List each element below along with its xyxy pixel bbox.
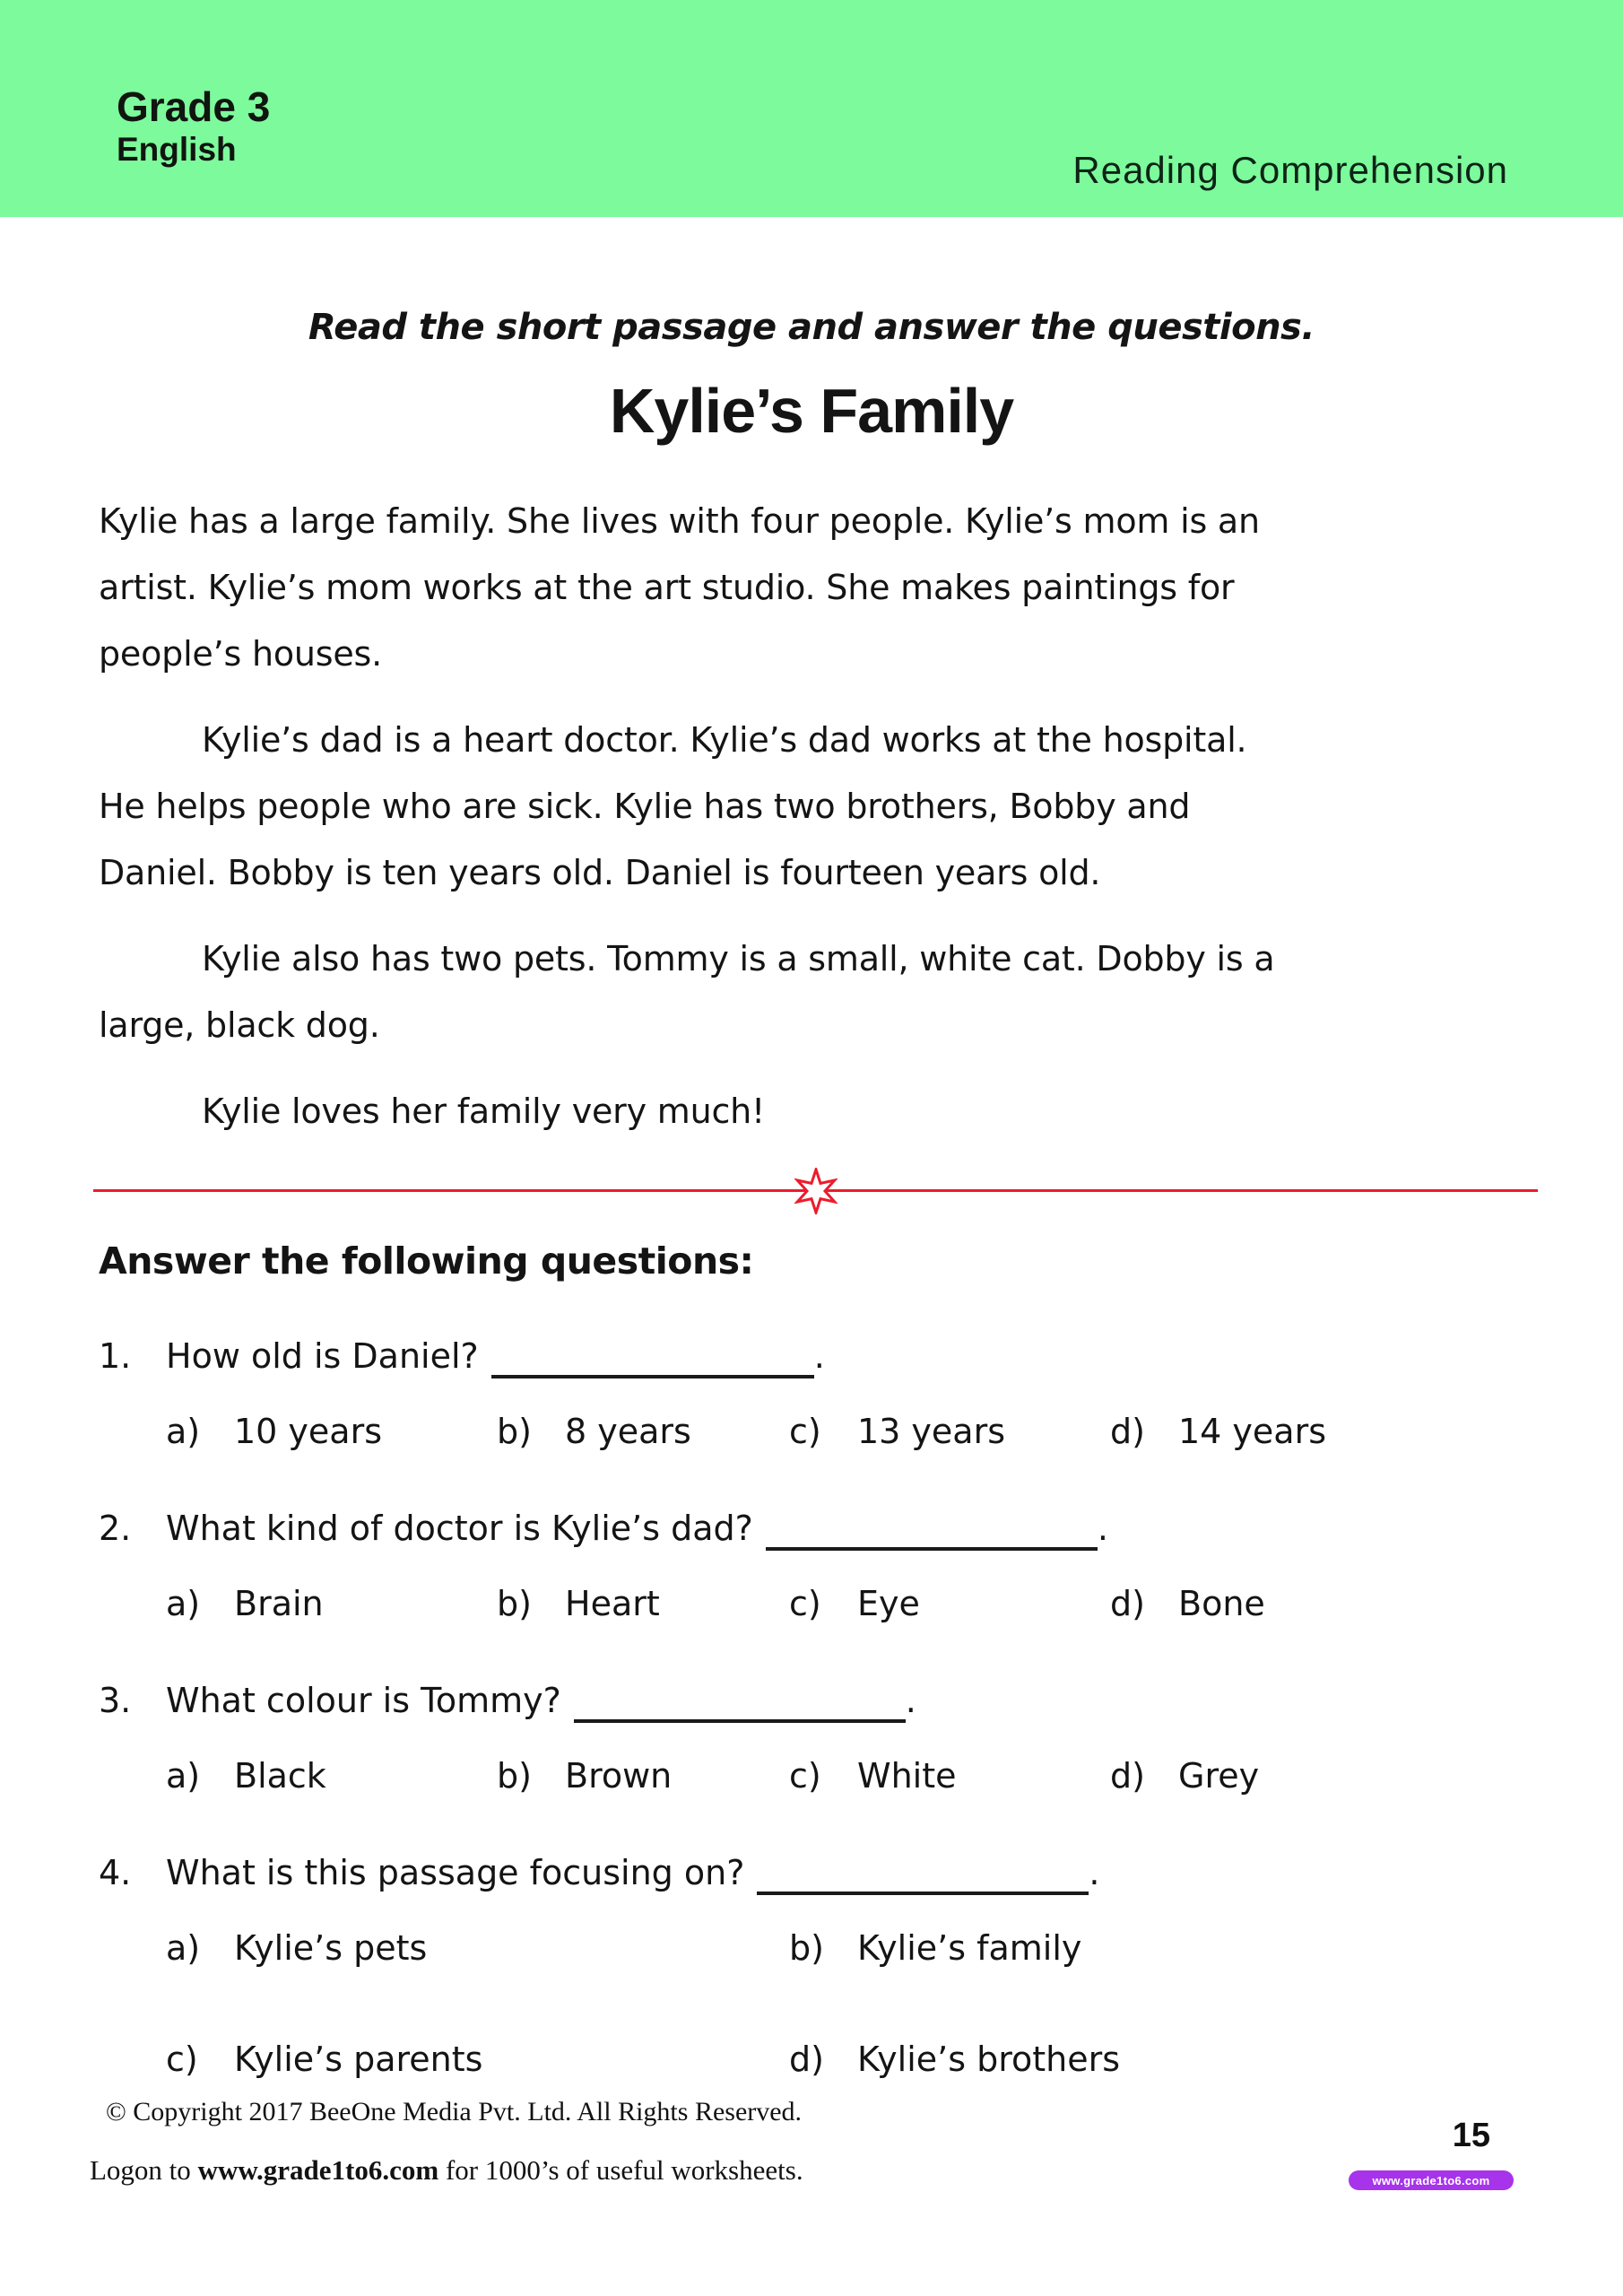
logon-site-link: www.grade1to6.com [197, 2154, 439, 2186]
options-row [99, 1408, 1524, 1455]
option-label: c) [166, 2039, 198, 2079]
option-text: 10 years [234, 1412, 383, 1451]
question-block-3 [99, 1675, 1524, 1799]
option-item [166, 1752, 497, 1799]
option-item [1110, 1752, 1524, 1799]
question-line [99, 1503, 1524, 1553]
option-label: d) [1110, 1756, 1145, 1796]
site-badge: www.grade1to6.com [1349, 2170, 1514, 2190]
option-label: a) [166, 1928, 201, 1968]
answer-blank[interactable] [574, 1716, 906, 1723]
option-text: Heart [565, 1584, 660, 1623]
question-text: What colour is Tommy? [166, 1681, 561, 1720]
option-label: d) [1110, 1584, 1145, 1623]
option-text: Kylie’s parents [234, 2039, 483, 2079]
option-label: b) [497, 1412, 532, 1451]
option-item [1110, 1408, 1524, 1455]
option-text: 14 years [1178, 1412, 1327, 1451]
passage-line: Kylie also has two pets. Tommy is a small, white cat. Dobby is a [202, 939, 1275, 978]
options-grid [99, 1925, 1524, 2083]
answer-blank[interactable] [766, 1544, 1098, 1551]
option-text: Brown [565, 1756, 673, 1796]
blank-period: . [1089, 1853, 1100, 1892]
answer-blank[interactable] [491, 1371, 814, 1378]
passage-line: Kylie has a large family. She lives with four people. Kylie’s mom is an [99, 501, 1260, 541]
logon-suffix: for 1000’s of useful worksheets. [438, 2154, 803, 2186]
blank-period: . [813, 1336, 825, 1376]
question-block-2 [99, 1503, 1524, 1627]
option-item [1110, 1580, 1524, 1627]
option-text: Black [234, 1756, 326, 1796]
passage [99, 488, 1524, 1144]
logon-prefix: Logon to [90, 2154, 198, 2186]
question-number: 3. [99, 1681, 132, 1720]
option-item [789, 2036, 1524, 2083]
star-icon [794, 1168, 838, 1214]
question-block-4 [99, 1848, 1524, 2083]
footer-logon [90, 2154, 803, 2187]
passage-line: He helps people who are sick. Kylie has two brothers, Bobby and [99, 787, 1191, 826]
passage-paragraph [99, 926, 1524, 1058]
option-label: a) [166, 1756, 201, 1796]
option-text: Bone [1178, 1584, 1265, 1623]
option-label: d) [789, 2039, 824, 2079]
footer-copyright: © Copyright 2017 BeeOne Media Pvt. Ltd. All Rights Reserved. [106, 2097, 803, 2126]
passage-line: people’s houses. [99, 634, 383, 674]
page-number: 15 [1452, 2117, 1490, 2154]
option-text: Kylie’s brothers [857, 2039, 1121, 2079]
option-item [166, 1408, 497, 1455]
option-item [789, 1925, 1524, 1971]
grade-label: Grade 3 [117, 83, 271, 130]
option-item [166, 2036, 789, 2083]
header-left [117, 84, 270, 168]
instruction-text: Read the short passage and answer the questions. [308, 307, 1315, 348]
header-right-title: Reading Comprehension [1072, 149, 1508, 191]
option-item [166, 1925, 789, 1971]
option-label: b) [497, 1584, 532, 1623]
option-label: c) [789, 1412, 821, 1451]
option-text: Brain [234, 1584, 324, 1623]
subject-label: English [117, 130, 237, 168]
option-item [497, 1408, 789, 1455]
worksheet-content [0, 307, 1623, 2083]
question-number: 1. [99, 1336, 132, 1376]
option-text: White [857, 1756, 957, 1796]
question-number: 4. [99, 1853, 132, 1892]
passage-line: Kylie loves her family very much! [202, 1091, 766, 1131]
options-row [99, 1752, 1524, 1799]
option-label: c) [789, 1584, 821, 1623]
option-item [789, 1752, 1110, 1799]
question-line [99, 1331, 1524, 1381]
header-band [0, 0, 1623, 217]
option-item [789, 1408, 1110, 1455]
option-label: d) [1110, 1412, 1145, 1451]
option-text: Eye [857, 1584, 920, 1623]
option-item [497, 1580, 789, 1627]
option-item [166, 1580, 497, 1627]
option-text: 8 years [565, 1412, 691, 1451]
option-item [789, 1580, 1110, 1627]
option-label: a) [166, 1584, 201, 1623]
options-row [99, 1580, 1524, 1627]
option-label: c) [789, 1756, 821, 1796]
option-label: a) [166, 1412, 201, 1451]
option-text: 13 years [857, 1412, 1006, 1451]
option-text: Kylie’s pets [234, 1928, 428, 1968]
passage-paragraph [99, 707, 1524, 906]
section-divider [93, 1168, 1538, 1214]
answer-blank[interactable] [757, 1888, 1089, 1895]
option-label: b) [789, 1928, 824, 1968]
questions-heading: Answer the following questions: [99, 1239, 754, 1283]
passage-paragraph [99, 488, 1524, 687]
question-number: 2. [99, 1509, 132, 1548]
option-text: Grey [1178, 1756, 1260, 1796]
question-line [99, 1848, 1524, 1898]
question-block-1 [99, 1331, 1524, 1455]
blank-period: . [905, 1681, 916, 1720]
passage-line: Kylie’s dad is a heart doctor. Kylie’s dad works at the hospital. [202, 720, 1247, 760]
passage-paragraph [99, 1078, 1524, 1144]
question-line [99, 1675, 1524, 1726]
question-text: What is this passage focusing on? [166, 1853, 745, 1892]
passage-line: artist. Kylie’s mom works at the art studio. She makes paintings for [99, 568, 1235, 607]
question-text: How old is Daniel? [166, 1336, 479, 1376]
option-text: Kylie’s family [857, 1928, 1082, 1968]
passage-line: Daniel. Bobby is ten years old. Daniel is fourteen years old. [99, 853, 1101, 892]
option-item [497, 1752, 789, 1799]
blank-period: . [1097, 1509, 1108, 1548]
passage-line: large, black dog. [99, 1005, 380, 1045]
option-label: b) [497, 1756, 532, 1796]
worksheet-title: Kylie’s Family [609, 376, 1014, 446]
question-text: What kind of doctor is Kylie’s dad? [166, 1509, 753, 1548]
